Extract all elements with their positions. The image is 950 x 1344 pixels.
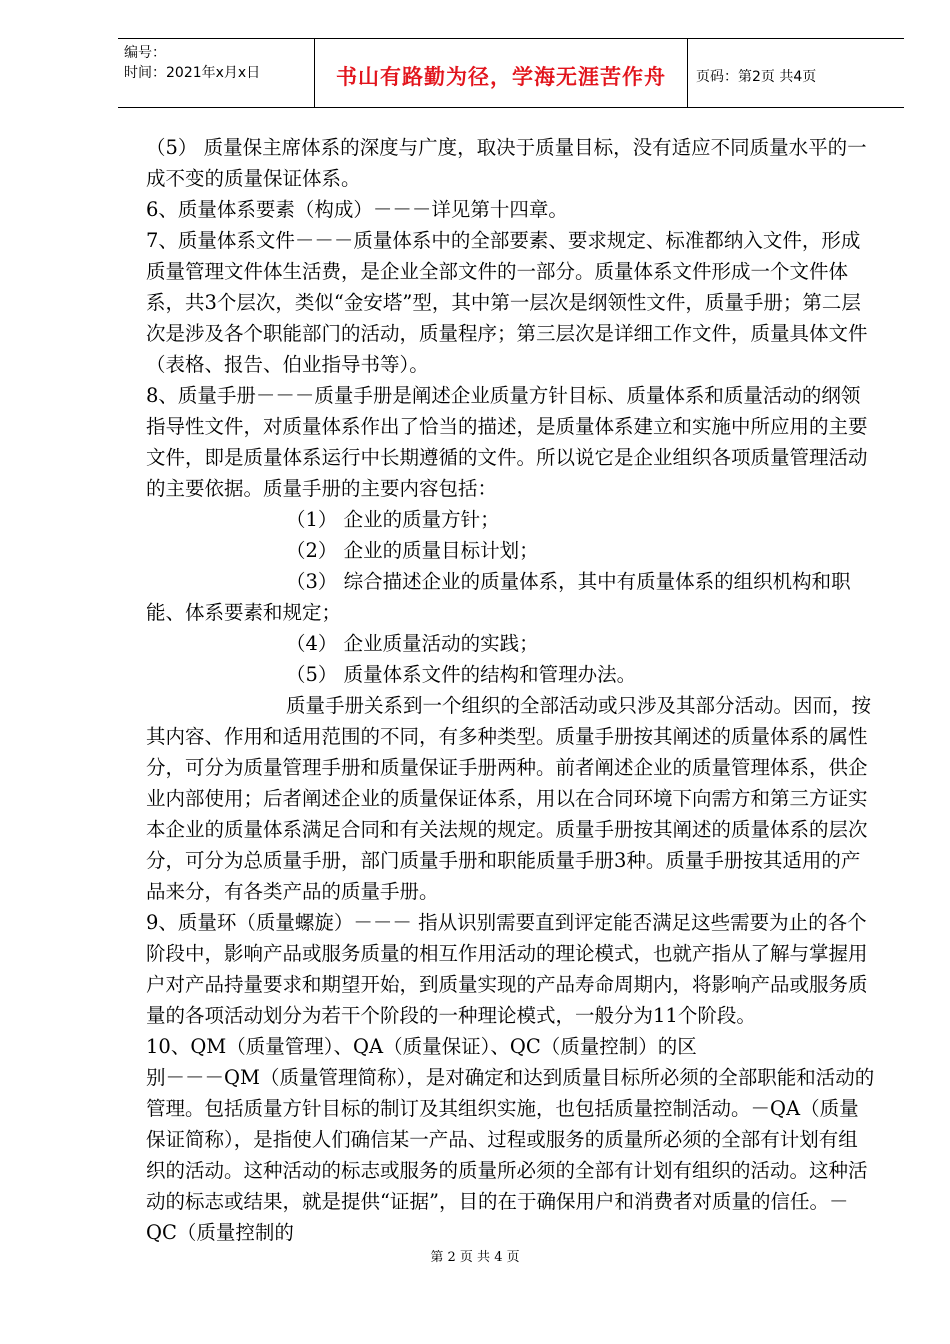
- list-item: （5） 质量体系文件的结构和管理办法。: [286, 663, 637, 686]
- paragraph: 10、QM（质量管理）、QA（质量保证）、QC（质量控制）的区: [146, 1035, 697, 1058]
- page-header: [118, 38, 904, 108]
- paragraph: 别－－－QM（质量管理简称），是对确定和达到质量目标所必须的全部职能和活动的管理。包括质量方针目标的制订及其组织实施，也包括质量控制活动。－QA（质量保证简称），是指使人们确信某一产品、过程或服务的质量所必须的全部有计划有组织的活动。这种活动的标志或服务的质量所必须的全部有计划有组织的活动。这种活动的标志或结果，就是提供“证据”，目的在于确保用户和消费者对质量的信任。－QC（质量控制的: [146, 1066, 875, 1244]
- paragraph: 质量手册关系到一个组织的全部活动或只涉及其部分活动。因而，按其内容、作用和适用范围的不同，有多种类型。质量手册按其阐述的质量体系的属性分，可分为质量管理手册和质量保证手册两种。前者阐述企业的质量管理体系，供企业内部使用；后者阐述企业的质量保证体系，用以在合同环境下向需方和第三方证实本企业的质量体系满足合同和有关法规的规定。质量手册按其阐述的质量体系的层次分，可分为总质量手册，部门质量手册和职能质量手册3种。质量手册按其适用的产品来分，有各类产品的质量手册。: [146, 694, 872, 903]
- paragraph: 8、质量手册－－－质量手册是阐述企业质量方针目标、质量体系和质量活动的纲领指导性文件，对质量体系作出了恰当的描述，是质量体系建立和实施中所应用的主要文件，即是质量体系运行中长期遵循的文件。所以说它是企业组织各项质量管理活动的主要依据。质量手册的主要内容包括：: [146, 384, 868, 500]
- paragraph: （5） 质量保主席体系的深度与广度，取决于质量目标，没有适应不同质量水平的一成不变的质量保证体系。: [146, 136, 867, 190]
- paragraph: 7、质量体系文件－－－质量体系中的全部要素、要求规定、标准都纳入文件，形成质量管理文件体生活费，是企业全部文件的一部分。质量体系文件形成一个文件体系，共3个层次，类似“金安塔”型，其中第一层次是纲领性文件，质量手册；第二层次是涉及各个职能部门的活动，质量程序；第三层次是详细工作文件，质量具体文件（表格、报告、伯业指导书等）。: [146, 229, 868, 376]
- list-item: （2） 企业的质量目标计划；: [286, 539, 539, 562]
- paragraph: 6、质量体系要素（构成）－－－详见第十四章。: [146, 198, 568, 221]
- header-motto: 书山有路勤为径，学海无涯苦作舟: [314, 39, 688, 107]
- list-item: （3） 综合描述企业的质量体系，其中有质量体系的组织机构和职能、体系要素和规定；: [146, 570, 851, 624]
- header-meta: [118, 39, 314, 107]
- page-footer: 第 2 页 共 4 页: [430, 1250, 520, 1265]
- document-body: [146, 132, 876, 1248]
- document-time-label: 时间：2021年x月x日: [124, 65, 261, 81]
- header-page-info: 页码：第2页 共4页: [696, 69, 817, 85]
- list-item: （4） 企业质量活动的实践；: [286, 632, 539, 655]
- document-number-label: 编号：: [124, 45, 166, 61]
- list-item: （1） 企业的质量方针；: [286, 508, 500, 531]
- paragraph: 9、质量环（质量螺旋）－－－ 指从识别需要直到评定能否满足这些需要为止的各个阶段中，影响产品或服务质量的相互作用活动的理论模式，也就产指从了解与掌握用户对产品持量要求和期望开始，到质量实现的产品寿命周期内，将影响产品或服务质量的各项活动划分为若干个阶段的一种理论模式，一般分为11个阶段。: [146, 911, 868, 1027]
